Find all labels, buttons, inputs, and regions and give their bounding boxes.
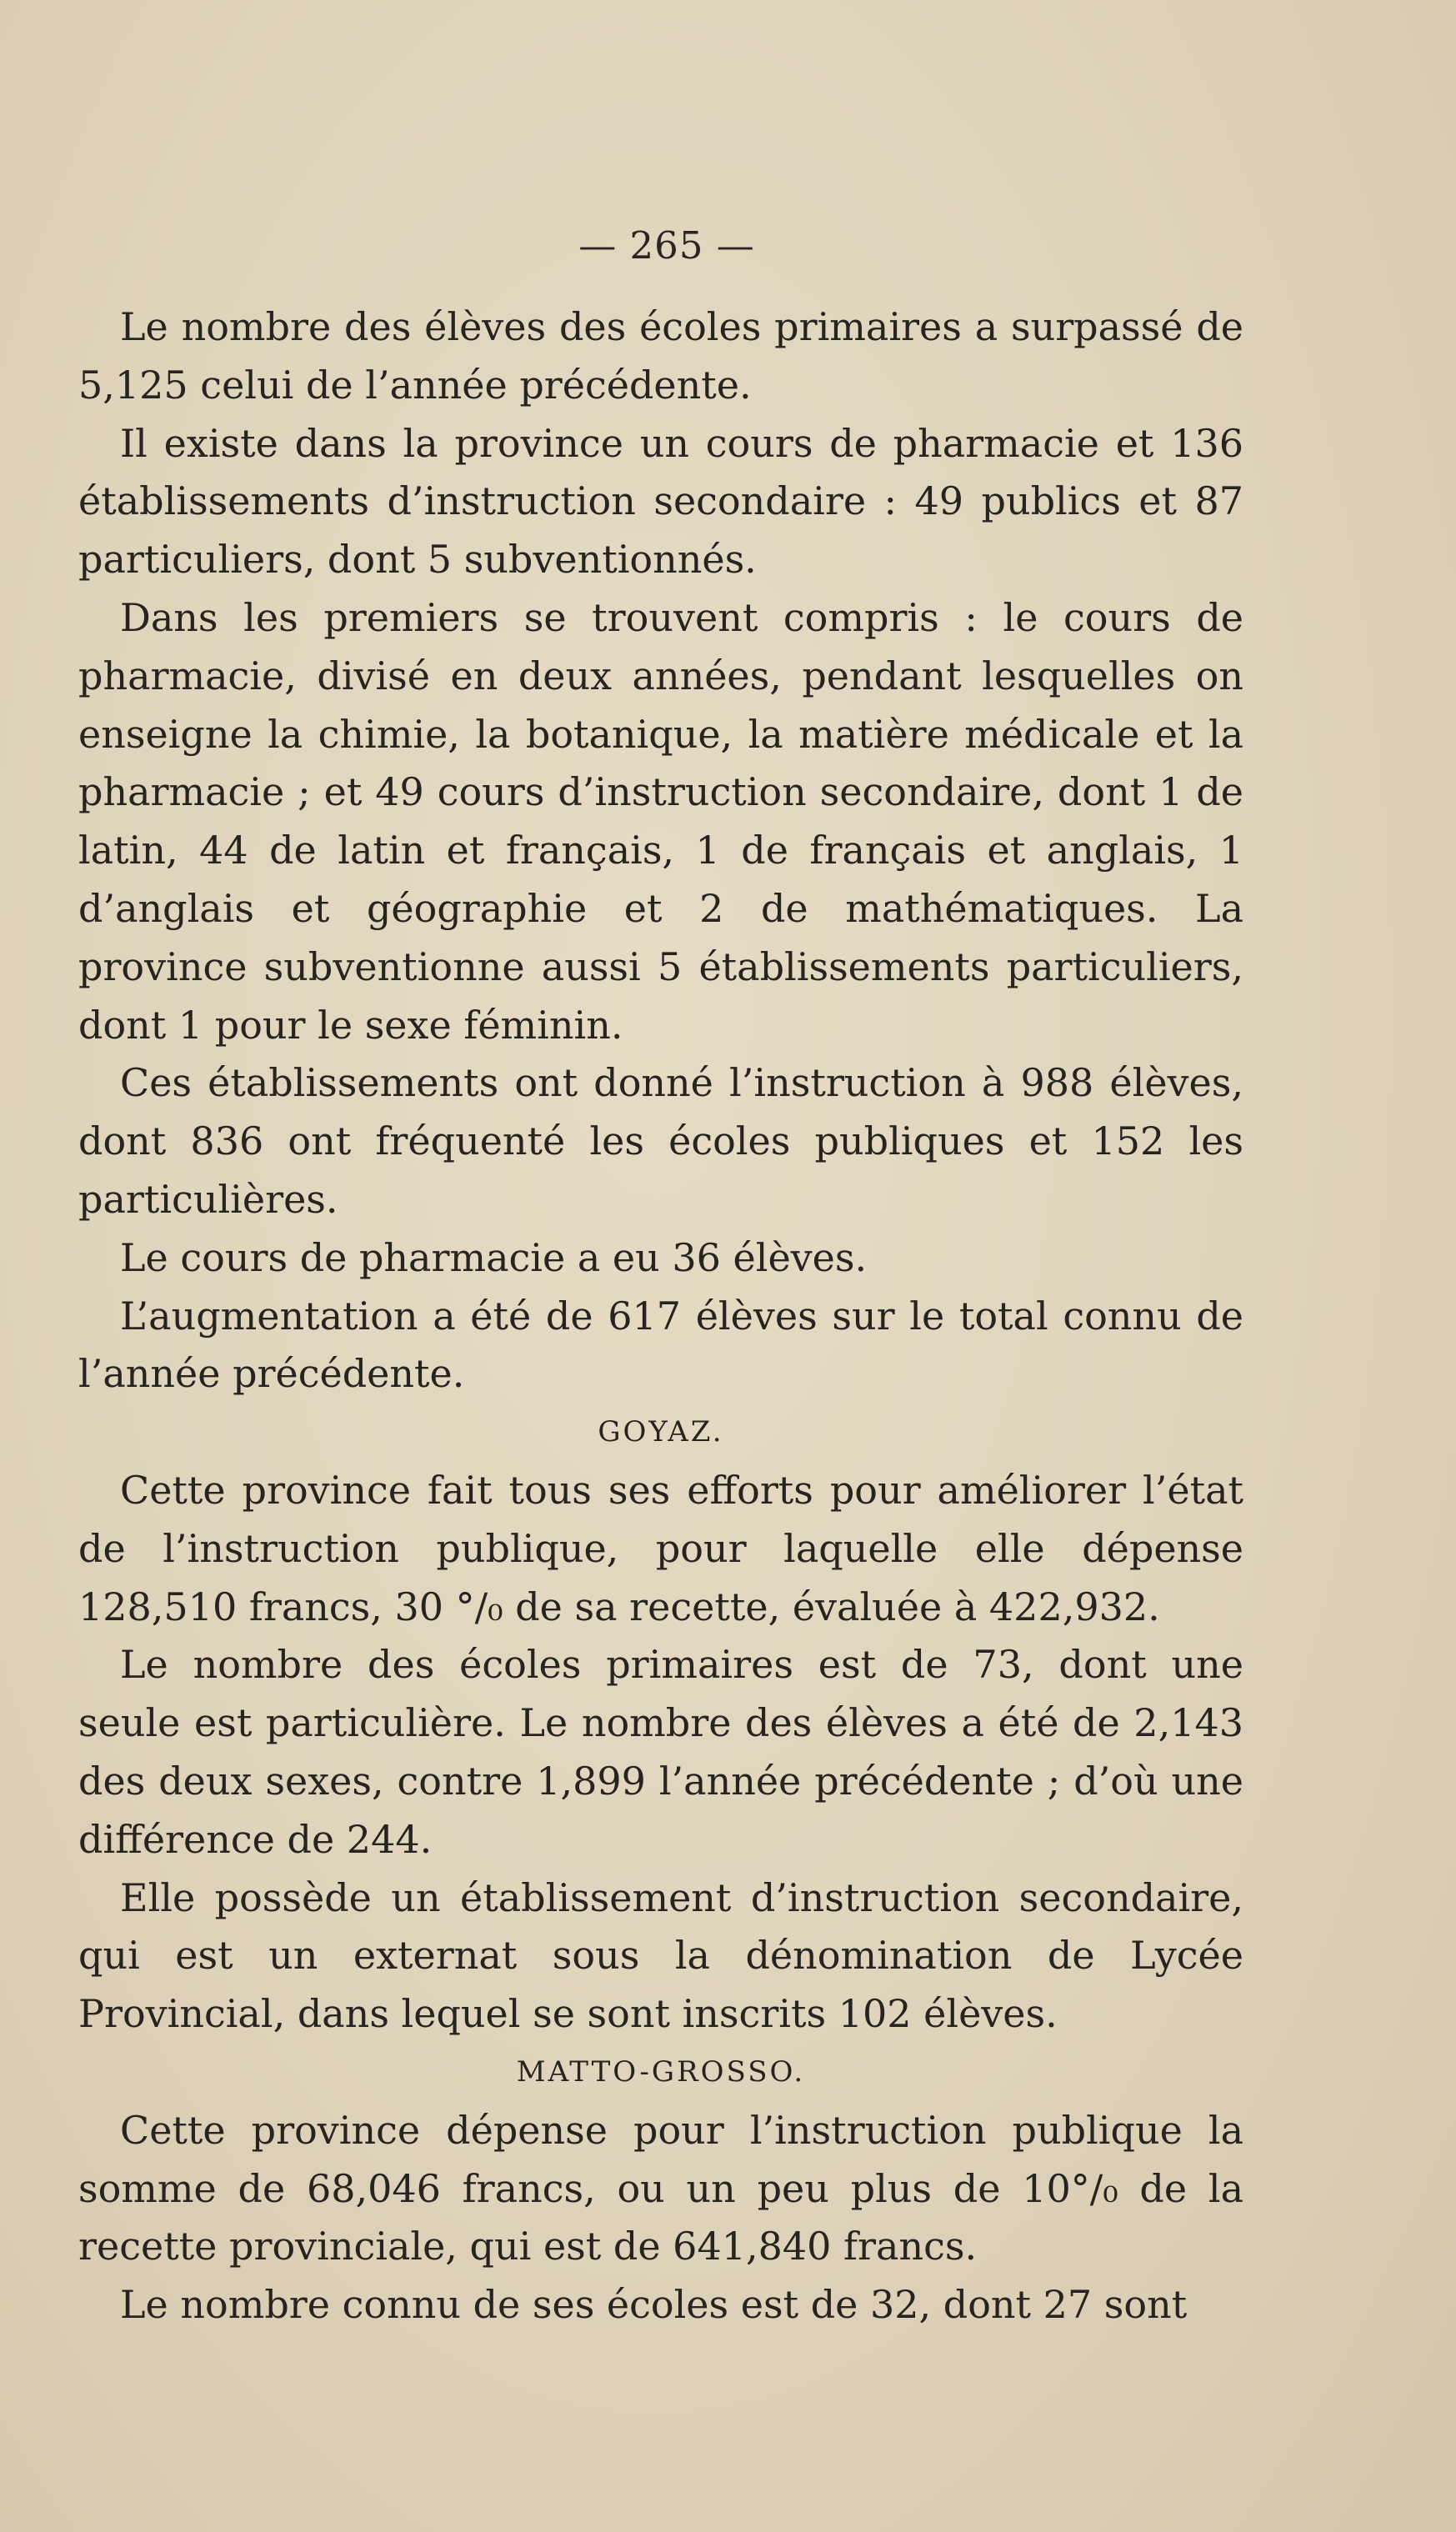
paragraph: L’augmentation a été de 617 élèves sur le total connu de l’année précédente. xyxy=(78,1293,1243,1397)
section-heading-matto-grosso: MATTO-GROSSO. xyxy=(516,2054,806,2089)
page-number: — 265 — xyxy=(578,223,755,268)
paragraph: Elle possède un établissement d’instruction secondaire, qui est un externat sous la dénomination de Lycée Provincial, dans lequel se sont inscrits 102 élèves. xyxy=(78,1874,1243,2037)
paragraph: Cette province dépense pour l’instruction publique la somme de 68,046 francs, ou un peu plus de 10°/₀ de la recette provinciale, qui est de 641,840 francs. xyxy=(78,2107,1243,2269)
paragraph: Ces établissements ont donné l’instruction à 988 élèves, dont 836 ont fréquenté les écoles publiques et 152 les particulières. xyxy=(78,1060,1243,1222)
paragraph: Le nombre connu de ses écoles est de 32, dont 27 sont xyxy=(120,2282,1188,2328)
paragraph: Le cours de pharmacie a eu 36 élèves. xyxy=(120,1234,868,1280)
paragraph: Le nombre des écoles primaires est de 73, dont une seule est particulière. Le nombre des élèves a été de 2,143 des deux sexes, contre 1,899 l’année précédente ; d’où une différence de 244. xyxy=(78,1642,1243,1862)
paragraph: Il existe dans la province un cours de pharmacie et 136 établissements d’instruction secondaire : 49 publics et 87 particuliers, dont 5 subventionnés. xyxy=(78,420,1243,583)
paragraph: Le nombre des élèves des écoles primaires a surpassé de 5,125 celui de l’année précédente. xyxy=(78,304,1243,408)
body-text xyxy=(78,298,1243,2334)
paragraph: Cette province fait tous ses efforts pour améliorer l’état de l’instruction publique, pour laquelle elle dépense 128,510 francs, 30 °/₀ de sa recette, évaluée à 422,932. xyxy=(78,1467,1243,1629)
section-heading-goyaz: GOYAZ. xyxy=(598,1415,724,1449)
paragraph: Dans les premiers se trouvent compris : le cours de pharmacie, divisé en deux années, pendant lesquelles on enseigne la chimie, la botanique, la matière médicale et la pharmacie ; et 49 cours d’instruction secondaire, dont 1 de latin, 44 de latin et français, 1 de français et anglais, 1 d’anglais et géographie et 2 de mathématiques. La province subventionne aussi 5 établissements particuliers, dont 1 pour le sexe féminin. xyxy=(78,594,1243,1048)
